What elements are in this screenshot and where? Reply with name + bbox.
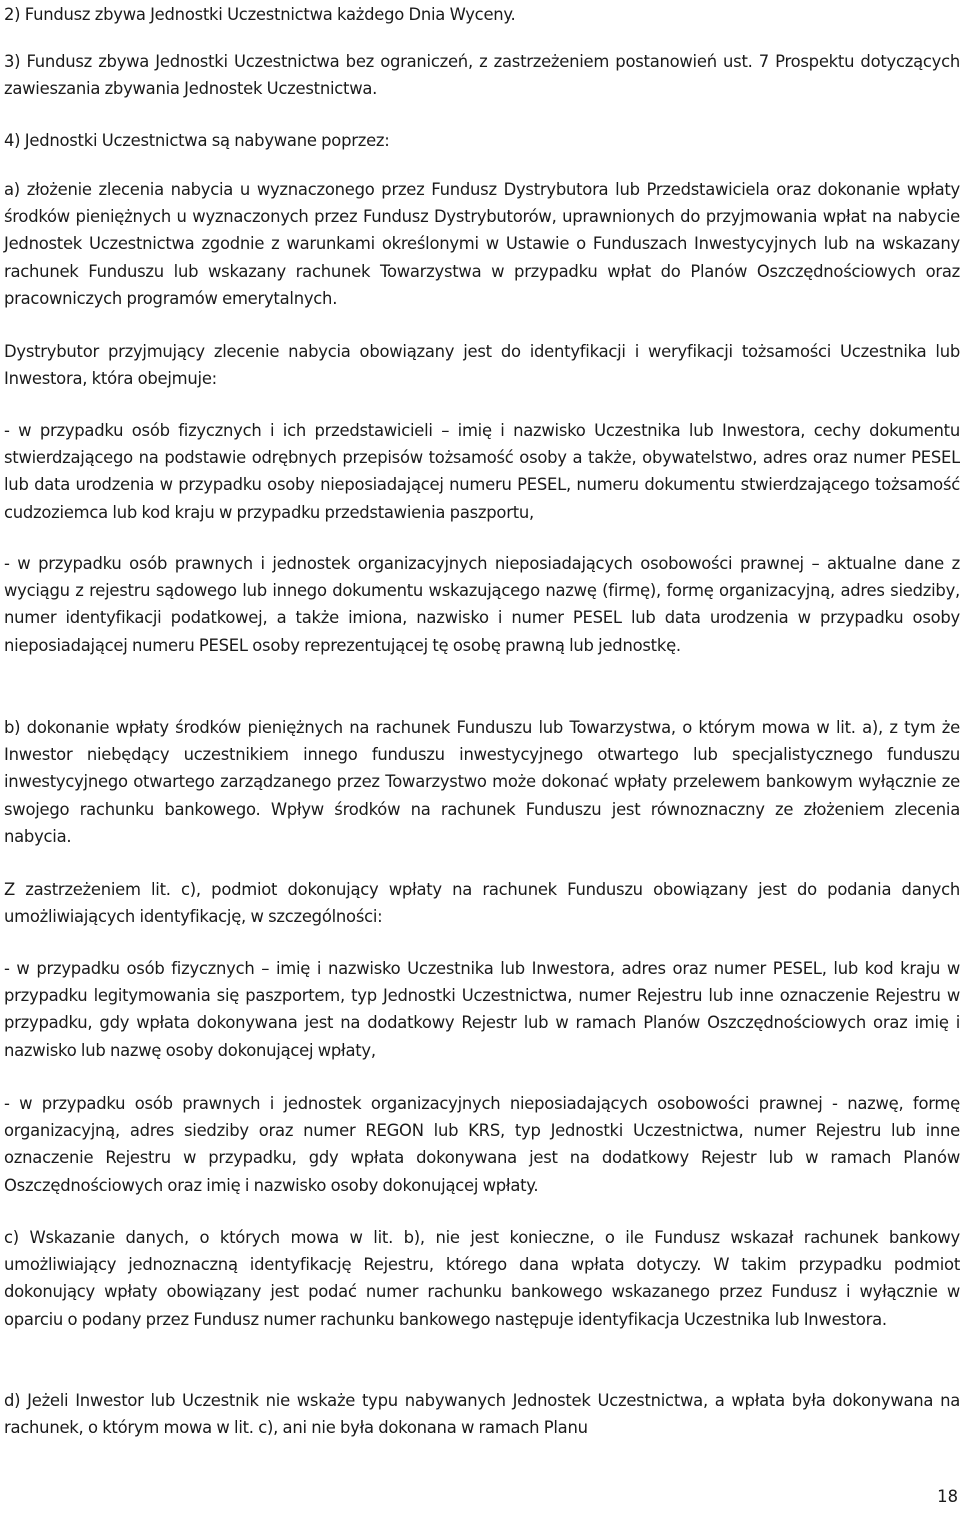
paragraph-osoby-prawne: - w przypadku osób prawnych i jednostek organizacyjnych nieposiadających osobowości prawnej – aktualne dane z wyciągu z rejestru sądowego lub innego dokumentu wskazującego nazwę (firmę), formę organizacyjną, adres siedziby, numer identyfikacji podatkowej, a także imiona, nazwisko i numer PESEL lub data urodzenia w przypadku osoby nieposiadającej numeru PESEL osoby reprezentującej tę osobę prawną lub jednostkę. (4, 554, 960, 655)
paragraph-4: 4) Jednostki Uczestnictwa są nabywane poprzez: (4, 131, 390, 150)
paragraph-4d: d) Jeżeli Inwestor lub Uczestnik nie wskaże typu nabywanych Jednostek Uczestnictwa, a wpłata była dokonywana na rachunek, o którym mowa w lit. c), ani nie była dokonana w ramach Planu (4, 1391, 960, 1438)
paragraph-zastrzezenie: Z zastrzeżeniem lit. c), podmiot dokonujący wpłaty na rachunek Funduszu obowiązany jest do podania danych umożliwiających identyfikację, w szczególności: (4, 880, 960, 927)
paragraph-osoby-fizyczne: - w przypadku osób fizycznych i ich przedstawicieli – imię i nazwisko Uczestnika lub Inwestora, cechy dokumentu stwierdzającego na podstawie odrębnych przepisów tożsamość osoby a także, obywatelstwo, adres oraz numer PESEL lub data urodzenia w przypadku osoby nieposiadającej numeru PESEL, numeru dokumentu stwierdzającego tożsamość cudzoziemca lub kod kraju w przypadku przedstawienia paszportu, (4, 421, 960, 522)
paragraph-wplata-osoby-prawne: - w przypadku osób prawnych i jednostek organizacyjnych nieposiadających osobowości prawnej - nazwę, formę organizacyjną, adres siedziby oraz numer REGON lub KRS, typ Jednostki Uczestnictwa, numer Rejestru lub inne oznaczenie Rejestru w przypadku, gdy wpłata dokonywana jest na dodatkowy Rejestr lub w ramach Planów Oszczędnościowych oraz imię i nazwisko osoby dokonującej wpłaty. (4, 1094, 960, 1195)
paragraph-2: 2) Fundusz zbywa Jednostki Uczestnictwa każdego Dnia Wyceny. (4, 5, 516, 24)
paragraph-3: 3) Fundusz zbywa Jednostki Uczestnictwa bez ograniczeń, z zastrzeżeniem postanowień ust. 7 Prospektu dotyczących zawieszania zbywania Jednostek Uczestnictwa. (4, 52, 960, 99)
page-number: 18 (937, 1487, 958, 1506)
paragraph-wplata-osoby-fizyczne: - w przypadku osób fizycznych – imię i nazwisko Uczestnika lub Inwestora, adres oraz numer PESEL, lub kod kraju w przypadku legitymowania się paszportem, typ Jednostki Uczestnictwa, numer Rejestru lub inne oznaczenie Rejestru w przypadku, gdy wpłata dokonywana jest na dodatkowy Rejestr lub w ramach Planów Oszczędnościowych oraz imię i nazwisko lub nazwę osoby dokonującej wpłaty, (4, 959, 960, 1060)
paragraph-dystrybutor: Dystrybutor przyjmujący zlecenie nabycia obowiązany jest do identyfikacji i weryfikacji tożsamości Uczestnika lub Inwestora, która obejmuje: (4, 342, 960, 389)
paragraph-4b: b) dokonanie wpłaty środków pieniężnych na rachunek Funduszu lub Towarzystwa, o którym mowa w lit. a), z tym że Inwestor niebędący uczestnikiem innego funduszu inwestycyjnego otwartego lub specjalistycznego funduszu inwestycyjnego otwartego zarządzanego przez Towarzystwo może dokonać wpłaty przelewem bankowym wyłącznie ze swojego rachunku bankowego. Wpływ środków na rachunek Funduszu jest równoznaczny ze złożeniem zlecenia nabycia. (4, 718, 960, 846)
paragraph-4c: c) Wskazanie danych, o których mowa w lit. b), nie jest konieczne, o ile Fundusz wskazał rachunek bankowy umożliwiający jednoznaczną identyfikację Rejestru, którego dana wpłata dotyczy. W takim przypadku podmiot dokonujący wpłaty obowiązany jest podać numer rachunku bankowego wskazanego przez Fundusz i wyłącznie w oparciu o podany przez Fundusz numer rachunku bankowego następuje identyfikacja Uczestnika lub Inwestora. (4, 1228, 960, 1329)
paragraph-4a: a) złożenie zlecenia nabycia u wyznaczonego przez Fundusz Dystrybutora lub Przedstawiciela oraz dokonanie wpłaty środków pieniężnych u wyznaczonych przez Fundusz Dystrybutorów, uprawnionych do przyjmowania wpłat na nabycie Jednostek Uczestnictwa zgodnie z warunkami określonymi w Ustawie o Funduszach Inwestycyjnych lub na wskazany rachunek Funduszu lub wskazany rachunek Towarzystwa w przypadku wpłat do Planów Oszczędnościowych oraz pracowniczych programów emerytalnych. (4, 180, 960, 308)
